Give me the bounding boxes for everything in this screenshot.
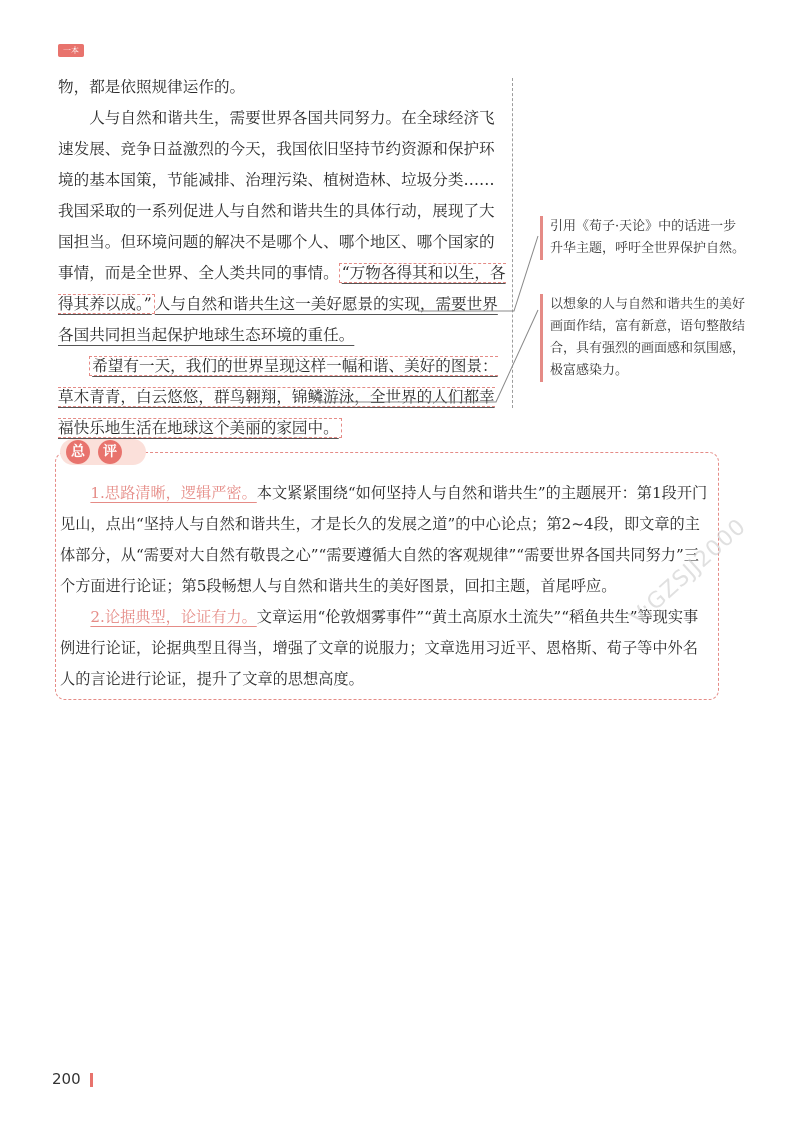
summary-badge [60,439,146,465]
paragraph-continued: 物，都是依照规律运作的。 [58,78,246,96]
connector-line-2 [318,310,538,402]
section-tag: 一本 [58,44,84,57]
connector-line-1 [418,236,538,311]
watermark: V:GZSJJ2000 [625,514,752,631]
side-note-1: 引用《荀子·天论》中的话进一步升华主题，呼吁全世界保护自然。 [540,216,745,260]
summary-badge-char-2: 评 [98,440,122,464]
summary-point-1-text: 本文紧紧围绕“如何坚持人与自然和谐共生”的主题展开：第1段开门见山，点出“坚持人与自然和谐共生，才是长久的发展之道”的中心论点；第2~4段，即文章的主体部分，从“需要对大自然有敬畏之心”“需要遵循大自然的客观规律”“需要世界各国共同努力”三个方面进行论证；第5段畅想人与自然和谐共生的美好图景，回扣主题，首尾呼应。 [60,484,708,595]
summary-badge-char-1: 总 [66,440,90,464]
paragraph-2-text: 人与自然和谐共生，需要世界各国共同努力。在全球经济飞速发展、竞争日益激烈的今天，我国依旧坚持节约资源和保护环境的基本国策，节能减排、治理污染、植树造林、垃圾分类……我国采取的一系列促进人与自然和谐共生的具体行动，展现了大国担当。但环境问题的解决不是哪个人、哪个地区、哪个国家的事情，而是全世界、全人类共同的事情。 [58,109,495,282]
summary-point-2 [60,602,712,695]
summary-point-2-text: 文章运用“伦敦烟雾事件”“黄土高原水土流失”“稻鱼共生”等现实事例进行论证，论据典型且得当，增强了文章的说服力；文章选用习近平、恩格斯、荀子等中外名人的言论进行论证，提升了文章的思想高度。 [60,608,699,688]
summary-point-1 [60,478,712,602]
xunzi-quote: “万物各得其和以生，各得其养以成。” [58,264,506,313]
page-number-accent [90,1073,93,1087]
summary-text [60,478,712,695]
paragraph-2-conclusion: 人与自然和谐共生这一美好愿景的实现，需要世界各国共同担当起保护地球生态环境的重任。 [58,295,498,344]
summary-point-2-title: 2.论据典型，论证有力。 [90,608,257,626]
paragraph-3-highlight: 希望有一天，我们的世界呈现这样一幅和谐、美好的图景：草木青青，白云悠悠，群鸟翱翔，锦鳞游泳，全世界的人们都幸福快乐地生活在地球这个美丽的家园中。 [58,357,498,437]
summary-point-1-title: 1.思路清晰，逻辑严密。 [90,484,257,502]
page-number: 200 [52,1070,81,1088]
side-note-2: 以想象的人与自然和谐共生的美好画面作结，富有新意，语句整散结合，具有强烈的画面感和氛围感，极富感染力。 [540,294,745,382]
